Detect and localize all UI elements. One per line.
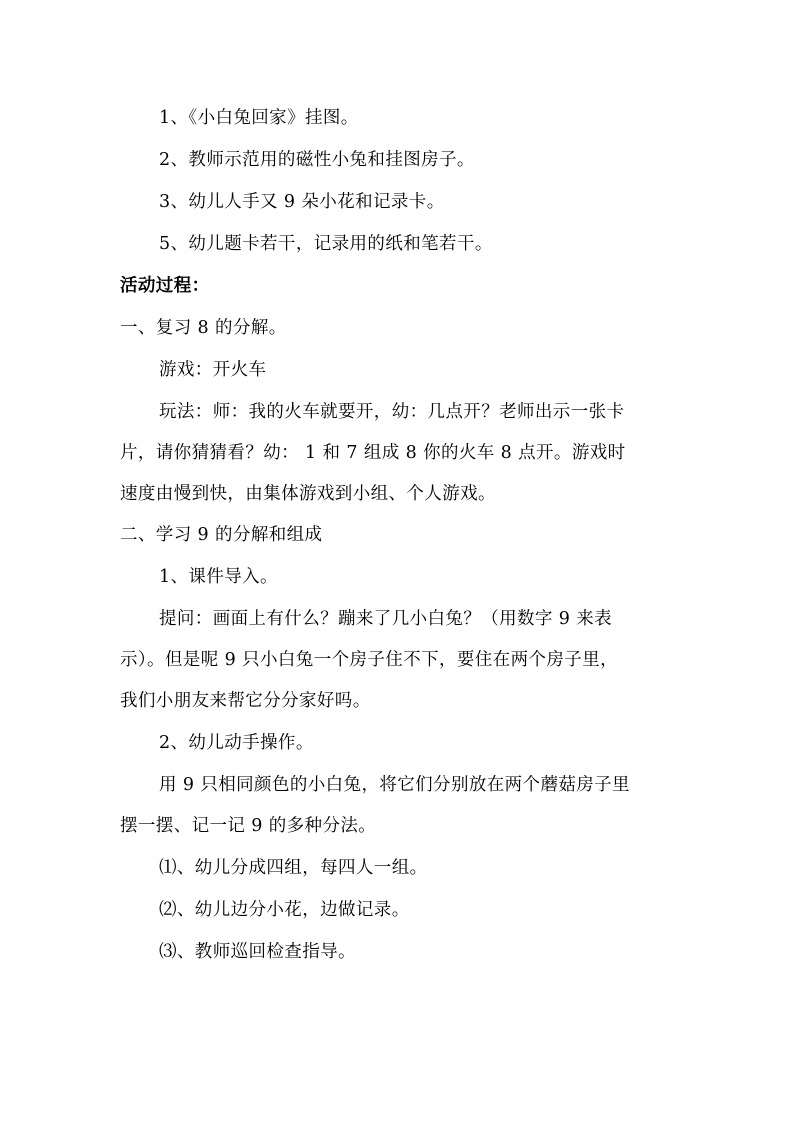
section-1-rules-line-3: 速度由慢到快，由集体游戏到小组、个人游戏。 [120,484,496,504]
section-2-step-2-title: 2、幼儿动手操作。 [159,733,314,753]
section-1-rules-line-1: 玩法：师：我的火车就要开，幼：几点开？老师出示一张卡 [159,402,625,422]
section-2-step-1-line-1: 提问：画面上有什么？蹦来了几小白兔？（用数字 9 来表 [159,609,613,629]
section-2-step-2-line-2: 摆一摆、记一记 9 的多种分法。 [120,816,377,836]
section-2-step-2-line-1: 用 9 只相同颜色的小白兔，将它们分别放在两个蘑菇房子里 [159,775,630,795]
material-item-3: 3、幼儿人手又 9 朵小花和记录卡。 [159,192,445,212]
substep-3: ⑶、教师巡回检查指导。 [159,942,356,962]
section-1-game: 游戏：开火车 [159,360,267,380]
material-item-1: 1、《小白兔回家》挂图。 [159,108,359,128]
substep-2: ⑵、幼儿边分小花，边做记录。 [159,900,410,920]
material-item-2: 2、教师示范用的磁性小兔和挂图房子。 [159,150,475,170]
section-2-step-1-line-3: 我们小朋友来帮它分分家好吗。 [120,691,371,711]
section-2-step-1-title: 1、课件导入。 [159,567,278,587]
section-2-title: 二、学习 9 的分解和组成 [120,525,323,545]
substep-1: ⑴、幼儿分成四组，每四人一组。 [159,858,428,878]
section-1-rules-line-2: 片，请你猜猜看？幼： 1 和 7 组成 8 你的火车 8 点开。游戏时 [120,443,626,463]
section-2-step-1-line-2: 示）。但是呢 9 只小白兔一个房子住不下，要住在两个房子里， [120,650,619,670]
process-heading: 活动过程： [120,276,210,296]
section-1-title: 一、复习 8 的分解。 [120,318,287,338]
material-item-4: 5、幼儿题卡若干，记录用的纸和笔若干。 [159,234,493,254]
